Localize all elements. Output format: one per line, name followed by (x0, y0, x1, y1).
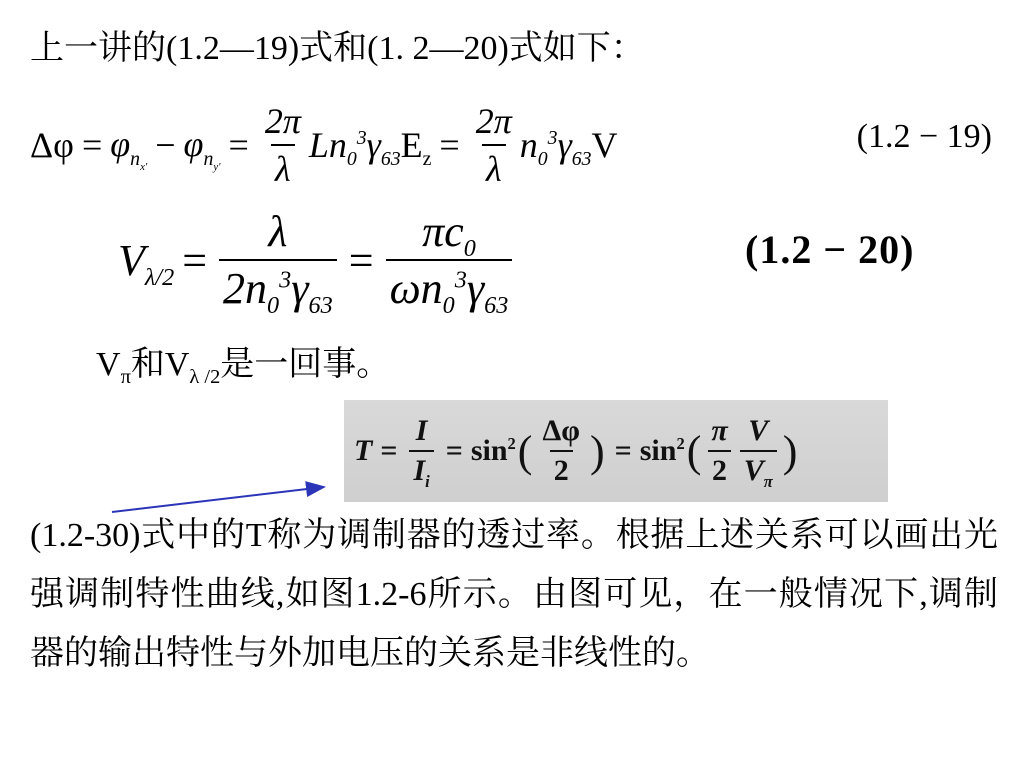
eq19-term-2: $n_0^3\gamma_{63}V$ (519, 125, 618, 171)
eq19-term-1: $Ln_0^3\gamma_{63}E_z$ (308, 125, 432, 171)
eq19-equals-3: = (439, 125, 460, 165)
eq19-delta-phi: Δφ (30, 125, 74, 165)
body-paragraph: (1.2-30)式中的T称为调制器的透过率。根据上述关系可以画出光强调制特性曲线,如图1.2-6所示。由图可见，在一般情况下,调制器的输出特性与外加电压的关系是非线性的。 (30, 517, 998, 672)
eq19-frac-1: $\frac{2\pi}{\lambda}$ (264, 101, 301, 189)
eq19-equals-2: = (228, 125, 249, 165)
vpi-note: $V_\pi$和$V_{\lambda /2}$是一回事。 (96, 346, 391, 388)
eq20-v-lambda: $V_{\lambda/2}$ (118, 235, 175, 291)
eq20-equals-2: = (348, 235, 374, 285)
intro-line: 上一讲的(1.2—19)式和(1. 2—20)式如下： (30, 30, 645, 67)
eq19-minus: − (155, 125, 176, 165)
equation-19-number: (1.2 − 19) (856, 118, 992, 155)
eq19-phi-ny: $\varphi_{n_{y'}}$ (183, 124, 221, 173)
eq20-frac-1: $\frac{\lambda}{2n_0^3\gamma_{63}}$ (219, 206, 337, 314)
equation-20-number: (1.2 − 20) (745, 227, 915, 272)
eq19-frac-2: $\frac{2\pi}{\lambda}$ (475, 101, 512, 189)
equation-20 (118, 205, 516, 319)
eq19-phi-nx: $\varphi_{n_{x'}}$ (110, 124, 148, 173)
transmittance-formula-image: T = $\frac{I}{I_i}$ = $\sin^2$ ( $\frac{\Delta\varphi}{2}$ ) = $\sin^2$ ( $\frac{\pi}{2}$ $\frac{V}{V_\pi}$ ) (344, 400, 888, 502)
eq20-equals-1: = (182, 235, 208, 285)
eq19-equals-1: = (81, 125, 103, 165)
equation-19 (30, 100, 618, 190)
eq20-frac-2: $\frac{\pi c_0}{\omega n_0^3\gamma_{63}}$ (386, 206, 513, 314)
